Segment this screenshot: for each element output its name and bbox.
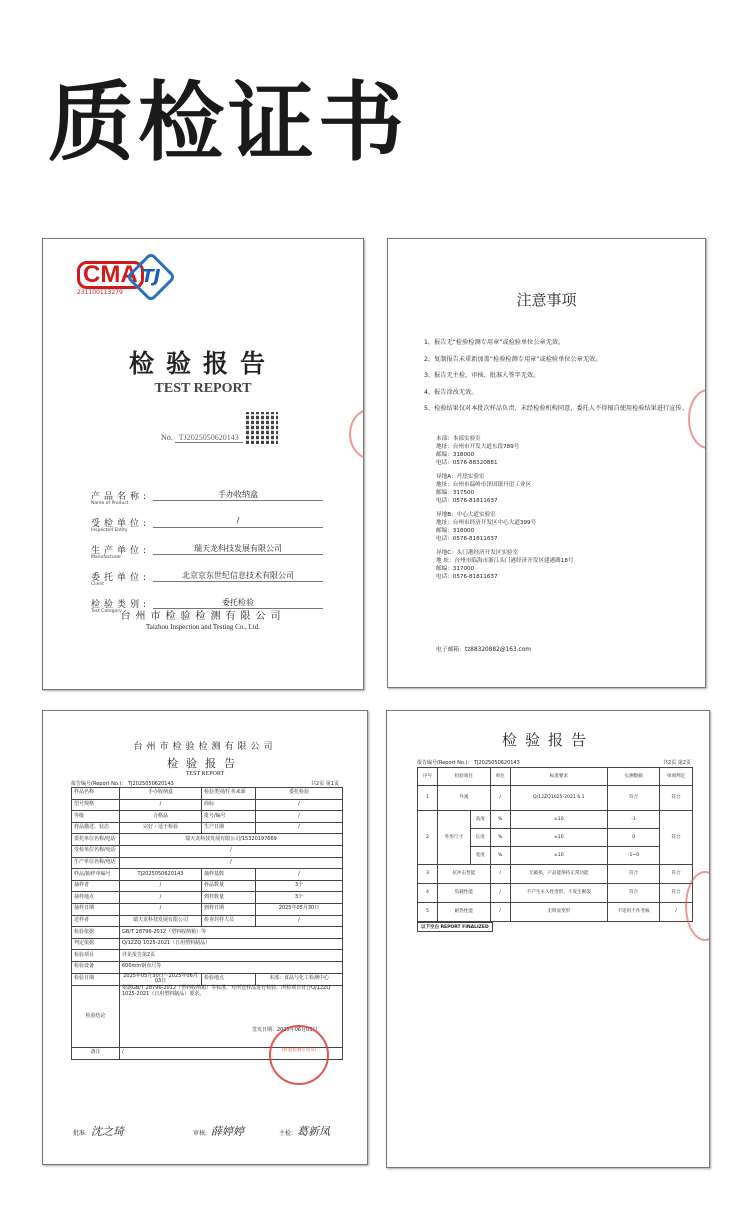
table-row [418, 786, 693, 811]
cell-value: 本部：食品与化工检测中心 [256, 973, 343, 986]
header-row [418, 768, 693, 786]
cell-item: 外观 [437, 786, 490, 811]
report-title: 检验报告 [167, 757, 243, 770]
cell-req: ±10 [510, 811, 607, 829]
table-row [72, 915, 343, 927]
cell-value: 瑞天龙科技发展有限公司/15320197669 [120, 834, 343, 846]
cell-judge: 符合 [660, 786, 693, 811]
report-number: 报告编号(Report No.)： TJ2025050620143 [71, 781, 174, 787]
table-row [72, 857, 343, 869]
cell-req: 无明显变形 [510, 903, 607, 922]
field-value: / [153, 516, 323, 528]
table-row [418, 884, 693, 903]
cell-value: / [120, 1048, 343, 1060]
lab-address-block [436, 511, 574, 543]
cell-value: GB/T 28796-2012（塑料收纳箱）等 [120, 927, 343, 939]
cell-req: 不产生永久性变形、不发生断裂 [510, 884, 607, 903]
table-row [72, 973, 343, 986]
stamp-partial [349, 409, 364, 459]
cell-no: 3 [418, 865, 438, 884]
cell-label: 样品数量 [202, 880, 256, 892]
cell-unit: % [490, 811, 510, 829]
form-field [91, 570, 331, 594]
cma-number: 231100113279 [77, 289, 123, 296]
report-title: 检验报告 [501, 731, 594, 749]
cell-value: / [256, 799, 343, 811]
lab-addresses [436, 435, 574, 587]
signature-main: 主检: 葛新凤 [279, 1125, 331, 1138]
table-row [72, 869, 343, 881]
table-row [418, 903, 693, 922]
lab-zip: 邮编：318000 [436, 452, 475, 458]
table-row [72, 845, 343, 857]
report-subtitle: TEST REPORT [185, 771, 225, 777]
page-indicator: 共2页 第2页 [663, 760, 691, 766]
lab-zip: 邮编：318000 [436, 528, 475, 534]
report-finalized: 以下空白 REPORT FINALIZED [417, 922, 493, 932]
column-header: 单项判定 [660, 768, 693, 786]
email: 电子邮箱：tz88320882@163.com [436, 647, 531, 653]
lab-tel: 电话：0576-81811637 [436, 574, 498, 580]
field-label: 受检单位: [91, 519, 151, 529]
report-page-2-card [386, 710, 710, 1168]
lab-zip: 邮编：317500 [436, 490, 475, 496]
cell-label: 样品/抽样单编号 [72, 869, 120, 881]
cell-unit: % [490, 829, 510, 847]
field-value: 北京京东世纪信息技术有限公司 [153, 570, 323, 582]
cell-name: 宽度 [470, 847, 490, 865]
cell-label: 受检单位名称/电话 [72, 845, 120, 857]
form-field [91, 489, 331, 513]
cell-value: / [120, 880, 202, 892]
page-headline: 质检证书 [48, 73, 408, 173]
field-label: 产品名称: [91, 492, 151, 502]
cell-label: 备注 [72, 1048, 120, 1060]
field-label-en: Test Category [91, 609, 122, 614]
cell-result: 符合 [607, 786, 659, 811]
field-label-en: Client [91, 582, 105, 587]
cell-label: 抽样基数 [202, 869, 256, 881]
field-value: 瑞天龙科技发展有限公司 [153, 543, 323, 555]
cell-label: 生产日期 [202, 822, 256, 834]
lab-name: 异地C：头门港经济开发区实验室 [436, 550, 519, 556]
cell-result: 符合 [607, 884, 659, 903]
cell-value: 委托检验 [256, 788, 343, 800]
cell-item: 外形尺寸 [437, 811, 470, 865]
cell-judge: 符合 [660, 811, 693, 865]
page-indicator: 共2页 第1页 [311, 781, 339, 787]
cell-name: 长度 [470, 829, 490, 847]
cell-value: / [120, 903, 202, 915]
qr-code-icon [246, 412, 278, 444]
cell-item: 耐热性能 [437, 903, 490, 922]
form-field [91, 516, 331, 540]
report-subtitle: TEST REPORT [154, 381, 252, 396]
notice-item: 5、检验结果仅对本批次样品负责，未经检验机构同意，委托人不得擅自使用检验结果进行宣传。 [424, 405, 688, 412]
cell-value: / [120, 845, 343, 857]
column-header: 标准要求 [510, 768, 607, 786]
notice-item: 1、报告无“检验检测专用章”或检验单位公章无效。 [424, 339, 565, 346]
cell-value: 完好・适于检验 [120, 822, 202, 834]
cell-label: 检验类别/任务来源 [202, 788, 256, 800]
lab-tel: 电话：0576-81811637 [436, 498, 498, 504]
cell-req: 无破损，产品能保持正常功能 [510, 865, 607, 884]
lab-addr: 地址：台州市经济开发区中心大道399号 [436, 520, 537, 526]
conclusion-body: 依据GB/T 28796-2012（塑料收纳箱）等标准，对所送样品进行检验，所检项目符合Q/12ZQ 1025-2021（日用塑料制品）要求。 [122, 985, 331, 997]
notice-item: 4、报告涂改无效。 [424, 388, 478, 396]
cell-value: / [256, 822, 343, 834]
cell-unit: % [490, 847, 510, 865]
cell-req: ±10 [510, 847, 607, 865]
cell-value: 600mm钢直尺等 [120, 961, 343, 973]
cell-value: 2025年05月30日～2025年06月03日 [120, 973, 202, 986]
cell-label: 检验日期 [72, 973, 120, 986]
table-row [72, 903, 343, 915]
cell-label: 检验设备 [72, 961, 120, 973]
field-value: 手办收纳盒 [153, 489, 323, 501]
field-value: 委托检验 [153, 597, 323, 609]
report-info-table [71, 787, 343, 1060]
cell-value: / [256, 811, 343, 823]
field-label-en: Inspected Entity [91, 528, 128, 533]
notice-title: 注意事项 [516, 291, 577, 309]
cell-value: 2025年05月30日 [256, 903, 343, 915]
table-row [418, 865, 693, 884]
cell-label: 生产单位名称/电话 [72, 857, 120, 869]
cell-name: 高度 [470, 811, 490, 829]
notice-item: 3、报告无主检、审核、批准人签字无效。 [424, 372, 540, 379]
cell-no: 5 [418, 903, 438, 922]
cell-value: TJ2025050620143 [120, 869, 202, 881]
cell-label: 抽样地点 [72, 892, 120, 904]
cell-label: 样品名称 [72, 788, 120, 800]
company-logo: TJ [126, 252, 177, 303]
cell-label: 商标 [202, 799, 256, 811]
table-row [72, 892, 343, 904]
cell-result: -1~0 [607, 847, 659, 865]
cma-logo: CMA [77, 261, 144, 289]
cell-label: 抽样日期 [72, 903, 120, 915]
lab-address-block [436, 435, 574, 467]
cell-item: 抗冲击性能 [437, 865, 490, 884]
cell-label: 批号/编号 [202, 811, 256, 823]
lab-name: 本部：本部实验室 [436, 436, 481, 442]
column-header: 实测数据 [607, 768, 659, 786]
cell-item: 负载性能 [437, 884, 490, 903]
cell-value: 详见报告第2页 [120, 950, 343, 962]
company-name-en: Taizhou Inspection and Testing Co., Ltd. [146, 623, 260, 631]
notice-item: 2、复制报告未重新加盖“检验检测专用章”或检验单位公章无效。 [424, 355, 602, 363]
field-label: 委托单位: [91, 573, 151, 583]
cell-label: 抽样者 [72, 880, 120, 892]
lab-address-block [436, 549, 574, 581]
lab-name: 异地A：丹崖实验室 [436, 474, 485, 480]
table-row [72, 961, 343, 973]
cell-result: 符合 [607, 865, 659, 884]
lab-zip: 邮编：317000 [436, 566, 475, 572]
table-row [72, 822, 343, 834]
cell-value: 3个 [256, 892, 343, 904]
cell-unit: / [490, 865, 510, 884]
cell-unit: / [490, 786, 510, 811]
cell-no: 2 [418, 811, 438, 865]
official-stamp: (检验检测专用章) [269, 1025, 329, 1085]
column-header: 序号 [418, 768, 438, 786]
column-header: 检验项目 [437, 768, 490, 786]
cell-value: 3个 [256, 880, 343, 892]
field-label: 生产单位: [91, 546, 151, 556]
table-row [72, 950, 343, 962]
report-page-1-card [42, 710, 368, 1165]
lab-addr: 地址：台州市温岭市泽国镇丹崖工业区 [436, 482, 532, 488]
cell-label: 委托单位名称/电话 [72, 834, 120, 846]
table-row [72, 834, 343, 846]
cell-value: / [120, 799, 202, 811]
form-field [91, 543, 331, 567]
notice-page-card [387, 238, 706, 688]
cell-value: 手办收纳盒 [120, 788, 202, 800]
table-row [72, 788, 343, 800]
lab-tel: 电话：0576-81811637 [436, 536, 498, 542]
cell-label: 等级 [72, 811, 120, 823]
cell-unit: / [490, 884, 510, 903]
cell-judge: / [660, 903, 693, 922]
table-row [418, 811, 693, 829]
cell-result: 不适用不作考核 [607, 903, 659, 922]
table-row [72, 880, 343, 892]
field-label: 检验类别: [91, 600, 151, 610]
table-row [72, 938, 343, 950]
cell-judge: 符合 [660, 884, 693, 903]
cell-unit: / [490, 903, 510, 922]
cell-label: 检查封样人员 [202, 915, 256, 927]
report-title: 检验报告 [128, 349, 277, 378]
table-row [72, 799, 343, 811]
lab-addr: 地址：台州市开发大道东段789号 [436, 444, 520, 450]
lab-addr: 地 址：台州市临海市浙江头门港经济开发区建港路18号 [436, 558, 574, 564]
cell-label: 检验依据 [72, 927, 120, 939]
signature-review: 审核: 薛婷婷 [193, 1125, 245, 1138]
cell-result: 0 [607, 829, 659, 847]
signature-approve: 批准: 沈之琦 [73, 1125, 125, 1138]
table-row [72, 811, 343, 823]
cell-value: Q/12ZQ 1025-2021（日用塑料制品） [120, 938, 343, 950]
cell-label: 型号规格 [72, 799, 120, 811]
company-name: 台州市检验检测有限公司 [120, 611, 286, 622]
issue-date: 签发日期：2025年06月03日 [252, 1026, 318, 1033]
field-label-en: Name of Product [91, 501, 129, 506]
cell-result: -1 [607, 811, 659, 829]
cover-page-card [42, 238, 364, 690]
cell-value: / [256, 915, 343, 927]
cell-value: 合格品 [120, 811, 202, 823]
cell-value: / [120, 857, 343, 869]
cell-label: 到样数量 [202, 892, 256, 904]
lab-tel: 电话：0576-88320881 [436, 460, 498, 466]
report-number: No. TJ2025050620143 [161, 433, 243, 442]
cell-label: 判定依据 [72, 938, 120, 950]
cell-req: ±10 [510, 829, 607, 847]
column-header: 单位 [490, 768, 510, 786]
cell-label: 检验地点 [202, 973, 256, 986]
cell-value: / [120, 892, 202, 904]
cell-label: 送样者 [72, 915, 120, 927]
lab-address-block [436, 473, 574, 505]
cell-label: 样品描述、状态 [72, 822, 120, 834]
company-name: 台州市检验检测有限公司 [133, 742, 277, 752]
lab-name: 异地B：中心大道实验室 [436, 512, 496, 518]
cell-label: 检验项目 [72, 950, 120, 962]
cell-label: 检验结论 [72, 986, 120, 1048]
cell-label: 到样日期 [202, 903, 256, 915]
cell-judge: 符合 [660, 865, 693, 884]
table-row [72, 927, 343, 939]
field-label-en: Manufacturer [91, 555, 122, 560]
cell-no: 4 [418, 884, 438, 903]
test-results-table [417, 767, 693, 922]
cell-no: 1 [418, 786, 438, 811]
cell-req: Q/12ZQ1025-2021 6.1 [510, 786, 607, 811]
report-number: 报告编号(Report No.)： TJ2025050620143 [417, 760, 520, 766]
cell-value: / [256, 869, 343, 881]
cell-value: 瑞天龙科技发展有限公司 [120, 915, 202, 927]
notice-list [424, 335, 699, 418]
